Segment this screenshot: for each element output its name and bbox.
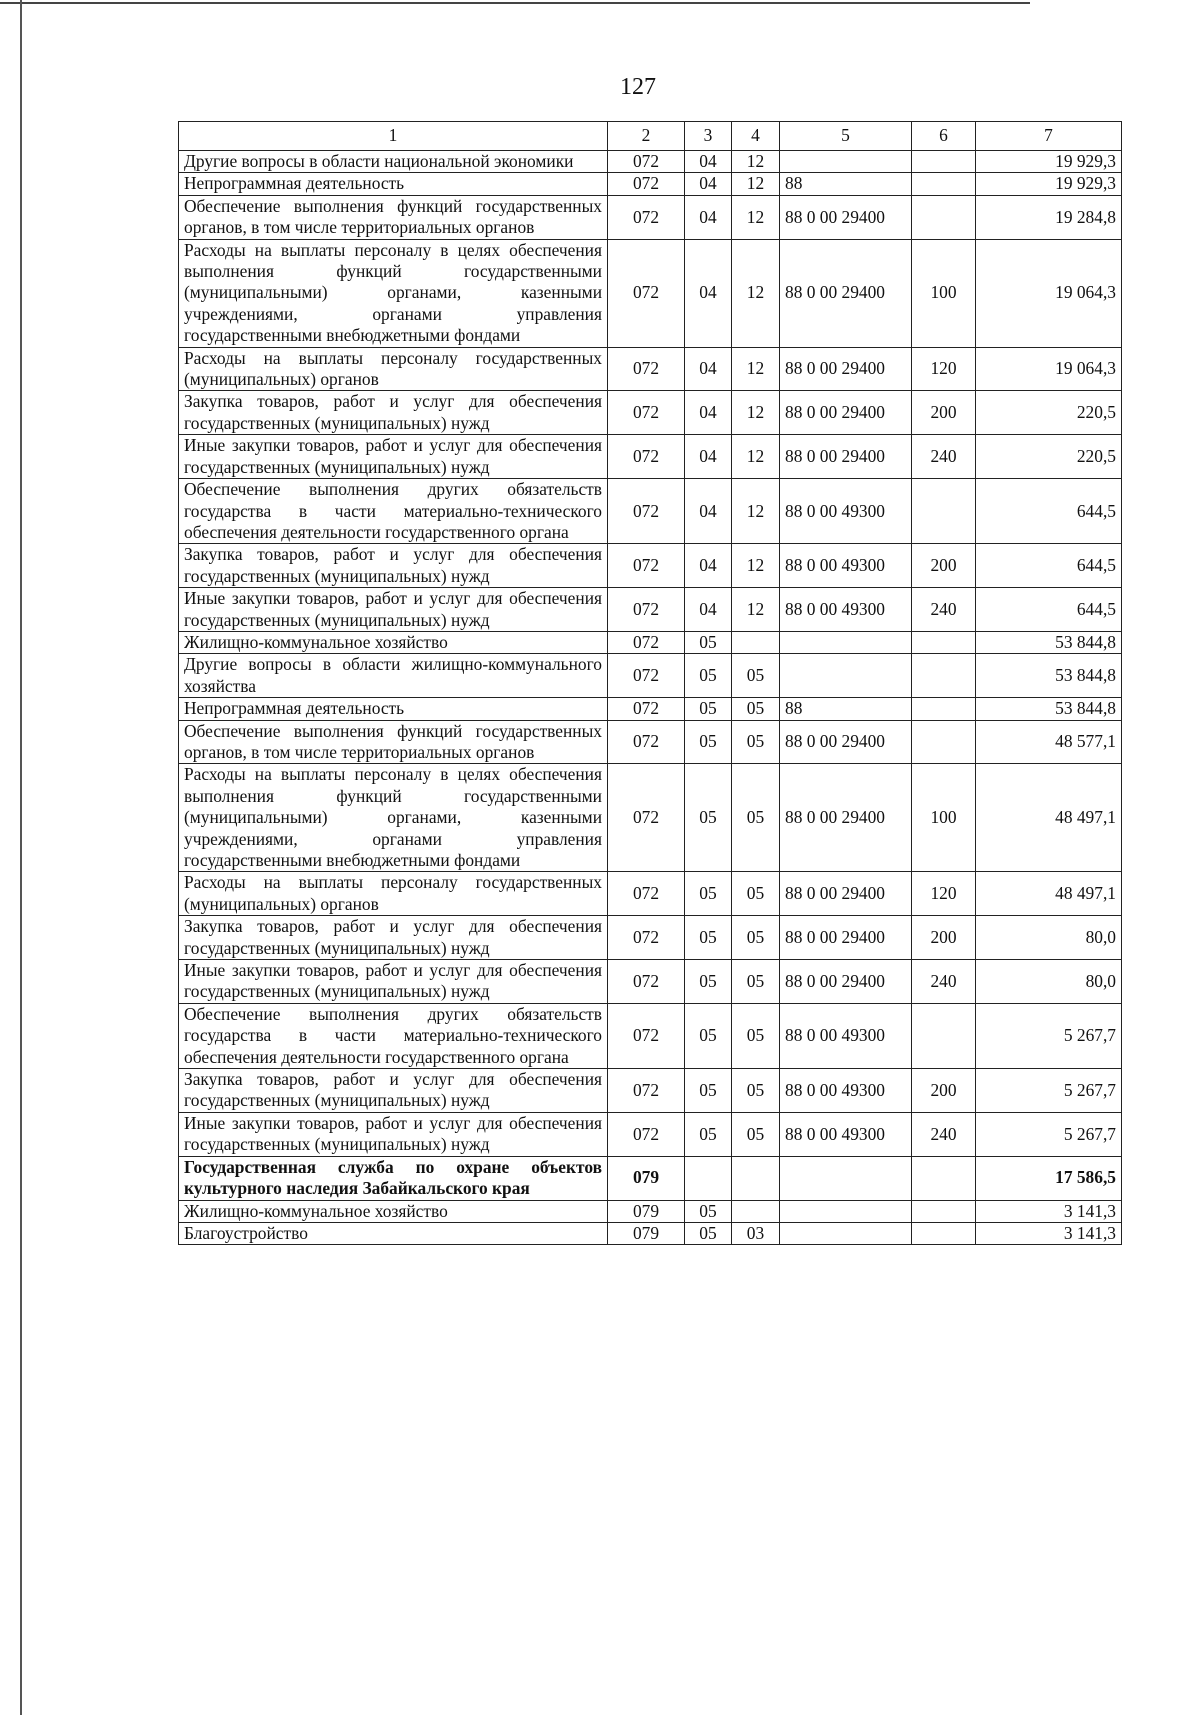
cell-subsection: 12: [732, 347, 780, 391]
cell-target-article: [780, 151, 912, 173]
header-col-6: 6: [912, 122, 976, 151]
cell-target-article: [780, 1156, 912, 1200]
cell-target-article: 88 0 00 29400: [780, 195, 912, 239]
header-col-1: 1: [179, 122, 608, 151]
cell-admin-code: 072: [608, 347, 685, 391]
cell-target-article: [780, 1200, 912, 1222]
cell-expense-type: 200: [912, 544, 976, 588]
cell-subsection: 12: [732, 588, 780, 632]
cell-section: 04: [685, 195, 732, 239]
cell-admin-code: 072: [608, 1069, 685, 1113]
cell-expense-type: 240: [912, 588, 976, 632]
cell-amount: 220,5: [976, 391, 1122, 435]
cell-section: 04: [685, 435, 732, 479]
cell-expense-type: 200: [912, 916, 976, 960]
table-row: [179, 916, 1122, 960]
cell-amount: 48 497,1: [976, 764, 1122, 872]
table-row: [179, 588, 1122, 632]
cell-name: Обеспечение выполнения других обязательств государства в части материально-технического обеспечения деятельности государственного органа: [179, 1003, 608, 1068]
cell-amount: 48 497,1: [976, 872, 1122, 916]
table-row: [179, 872, 1122, 916]
cell-expense-type: 120: [912, 347, 976, 391]
cell-section: 04: [685, 173, 732, 195]
cell-name: Расходы на выплаты персоналу государственных (муниципальных) органов: [179, 347, 608, 391]
budget-table: [178, 121, 1122, 1245]
table-row: [179, 347, 1122, 391]
cell-section: 05: [685, 764, 732, 872]
cell-name: Непрограммная деятельность: [179, 173, 608, 195]
table-row: [179, 1069, 1122, 1113]
cell-name: Иные закупки товаров, работ и услуг для обеспечения государственных (муниципальных) нужд: [179, 588, 608, 632]
cell-expense-type: [912, 1200, 976, 1222]
cell-expense-type: [912, 1003, 976, 1068]
cell-section: 05: [685, 720, 732, 764]
cell-subsection: 12: [732, 151, 780, 173]
cell-section: 04: [685, 391, 732, 435]
cell-section: 04: [685, 151, 732, 173]
cell-target-article: 88: [780, 698, 912, 720]
cell-expense-type: 240: [912, 960, 976, 1004]
cell-subsection: 12: [732, 195, 780, 239]
cell-admin-code: 079: [608, 1156, 685, 1200]
cell-subsection: 05: [732, 1003, 780, 1068]
cell-admin-code: 072: [608, 654, 685, 698]
cell-subsection: 05: [732, 720, 780, 764]
cell-admin-code: 072: [608, 173, 685, 195]
header-col-7: 7: [976, 122, 1122, 151]
cell-section: 05: [685, 1200, 732, 1222]
cell-subsection: 12: [732, 391, 780, 435]
cell-expense-type: [912, 1222, 976, 1244]
cell-name: Расходы на выплаты персоналу в целях обеспечения выполнения функций государственными (муниципальными) органами, казенными учреждениями, органами управления государственными внебюджетными фондами: [179, 764, 608, 872]
cell-expense-type: 200: [912, 1069, 976, 1113]
cell-expense-type: [912, 151, 976, 173]
cell-section: [685, 1156, 732, 1200]
cell-section: 04: [685, 479, 732, 544]
cell-section: 05: [685, 872, 732, 916]
table-row: [179, 720, 1122, 764]
cell-admin-code: 072: [608, 720, 685, 764]
cell-amount: 644,5: [976, 588, 1122, 632]
cell-amount: 80,0: [976, 960, 1122, 1004]
cell-name: Закупка товаров, работ и услуг для обеспечения государственных (муниципальных) нужд: [179, 544, 608, 588]
cell-name: Обеспечение выполнения других обязательств государства в части материально-технического обеспечения деятельности государственного органа: [179, 479, 608, 544]
cell-subsection: 05: [732, 764, 780, 872]
cell-amount: 5 267,7: [976, 1069, 1122, 1113]
cell-subsection: 05: [732, 654, 780, 698]
cell-admin-code: 072: [608, 960, 685, 1004]
cell-section: 04: [685, 239, 732, 347]
table-row: [179, 151, 1122, 173]
cell-amount: 53 844,8: [976, 654, 1122, 698]
cell-subsection: 12: [732, 239, 780, 347]
cell-section: 05: [685, 916, 732, 960]
cell-expense-type: [912, 720, 976, 764]
cell-name: Иные закупки товаров, работ и услуг для обеспечения государственных (муниципальных) нужд: [179, 435, 608, 479]
table-row: [179, 435, 1122, 479]
table-row: [179, 764, 1122, 872]
table-row: [179, 698, 1122, 720]
header-col-2: 2: [608, 122, 685, 151]
cell-admin-code: 072: [608, 872, 685, 916]
table-row: [179, 654, 1122, 698]
cell-section: 05: [685, 1003, 732, 1068]
cell-name: Закупка товаров, работ и услуг для обеспечения государственных (муниципальных) нужд: [179, 391, 608, 435]
cell-target-article: 88 0 00 49300: [780, 1112, 912, 1156]
cell-admin-code: 072: [608, 479, 685, 544]
cell-amount: 220,5: [976, 435, 1122, 479]
cell-target-article: 88 0 00 29400: [780, 764, 912, 872]
cell-subsection: 03: [732, 1222, 780, 1244]
header-col-3: 3: [685, 122, 732, 151]
cell-admin-code: 079: [608, 1222, 685, 1244]
cell-admin-code: 072: [608, 588, 685, 632]
cell-expense-type: [912, 195, 976, 239]
cell-target-article: [780, 631, 912, 653]
cell-expense-type: [912, 479, 976, 544]
scan-border-top: [0, 2, 1030, 4]
cell-amount: 19 284,8: [976, 195, 1122, 239]
cell-target-article: 88 0 00 49300: [780, 479, 912, 544]
cell-section: 05: [685, 1222, 732, 1244]
cell-target-article: 88 0 00 29400: [780, 720, 912, 764]
cell-target-article: 88 0 00 49300: [780, 1003, 912, 1068]
cell-subsection: 05: [732, 960, 780, 1004]
cell-section: 05: [685, 1069, 732, 1113]
cell-name: Другие вопросы в области жилищно-коммунального хозяйства: [179, 654, 608, 698]
cell-amount: 5 267,7: [976, 1003, 1122, 1068]
cell-admin-code: 072: [608, 435, 685, 479]
cell-target-article: 88 0 00 49300: [780, 1069, 912, 1113]
table-row: [179, 195, 1122, 239]
cell-name: Непрограммная деятельность: [179, 698, 608, 720]
cell-amount: 644,5: [976, 544, 1122, 588]
cell-name: Жилищно-коммунальное хозяйство: [179, 631, 608, 653]
cell-name: Закупка товаров, работ и услуг для обеспечения государственных (муниципальных) нужд: [179, 916, 608, 960]
cell-target-article: [780, 654, 912, 698]
cell-amount: 19 929,3: [976, 173, 1122, 195]
table-row: [179, 1156, 1122, 1200]
cell-name: Иные закупки товаров, работ и услуг для обеспечения государственных (муниципальных) нужд: [179, 1112, 608, 1156]
cell-subsection: 12: [732, 173, 780, 195]
cell-subsection: [732, 631, 780, 653]
cell-amount: 644,5: [976, 479, 1122, 544]
cell-amount: 19 064,3: [976, 347, 1122, 391]
page-number: 127: [620, 74, 656, 100]
cell-admin-code: 072: [608, 698, 685, 720]
table-row: [179, 1200, 1122, 1222]
cell-subsection: 05: [732, 698, 780, 720]
cell-amount: 80,0: [976, 916, 1122, 960]
cell-target-article: 88 0 00 29400: [780, 916, 912, 960]
cell-target-article: 88 0 00 29400: [780, 347, 912, 391]
cell-target-article: 88: [780, 173, 912, 195]
cell-amount: 3 141,3: [976, 1200, 1122, 1222]
table-row: [179, 960, 1122, 1004]
cell-admin-code: 072: [608, 391, 685, 435]
cell-name: Жилищно-коммунальное хозяйство: [179, 1200, 608, 1222]
cell-target-article: 88 0 00 29400: [780, 391, 912, 435]
cell-name: Расходы на выплаты персоналу в целях обеспечения выполнения функций государственными (муниципальными) органами, казенными учреждениями, органами управления государственными внебюджетными фондами: [179, 239, 608, 347]
header-row: [179, 122, 1122, 151]
cell-admin-code: 072: [608, 544, 685, 588]
cell-admin-code: 072: [608, 239, 685, 347]
cell-section: 04: [685, 544, 732, 588]
cell-target-article: 88 0 00 49300: [780, 588, 912, 632]
cell-name: Закупка товаров, работ и услуг для обеспечения государственных (муниципальных) нужд: [179, 1069, 608, 1113]
table-row: [179, 239, 1122, 347]
cell-name: Благоустройство: [179, 1222, 608, 1244]
cell-name: Иные закупки товаров, работ и услуг для обеспечения государственных (муниципальных) нужд: [179, 960, 608, 1004]
scan-border-left: [20, 0, 22, 1715]
cell-section: 05: [685, 960, 732, 1004]
cell-expense-type: 200: [912, 391, 976, 435]
cell-section: 05: [685, 654, 732, 698]
cell-name: Другие вопросы в области национальной экономики: [179, 151, 608, 173]
table-row: [179, 479, 1122, 544]
cell-amount: 53 844,8: [976, 631, 1122, 653]
cell-expense-type: 100: [912, 764, 976, 872]
cell-subsection: 05: [732, 916, 780, 960]
table-row: [179, 544, 1122, 588]
cell-admin-code: 072: [608, 151, 685, 173]
cell-section: 05: [685, 631, 732, 653]
cell-target-article: 88 0 00 29400: [780, 960, 912, 1004]
cell-name: Расходы на выплаты персоналу государственных (муниципальных) органов: [179, 872, 608, 916]
cell-target-article: 88 0 00 29400: [780, 239, 912, 347]
cell-admin-code: 072: [608, 631, 685, 653]
cell-target-article: 88 0 00 29400: [780, 435, 912, 479]
table-row: [179, 1112, 1122, 1156]
table-row: [179, 631, 1122, 653]
cell-subsection: 05: [732, 1069, 780, 1113]
table-row: [179, 391, 1122, 435]
table-row: [179, 1003, 1122, 1068]
cell-subsection: 05: [732, 1112, 780, 1156]
header-col-4: 4: [732, 122, 780, 151]
cell-amount: 48 577,1: [976, 720, 1122, 764]
cell-name: Обеспечение выполнения функций государственных органов, в том числе территориальных органов: [179, 720, 608, 764]
cell-section: 04: [685, 347, 732, 391]
cell-admin-code: 072: [608, 764, 685, 872]
cell-admin-code: 072: [608, 1003, 685, 1068]
cell-name: Обеспечение выполнения функций государственных органов, в том числе территориальных органов: [179, 195, 608, 239]
cell-expense-type: 100: [912, 239, 976, 347]
table-row: [179, 173, 1122, 195]
cell-amount: 17 586,5: [976, 1156, 1122, 1200]
cell-expense-type: [912, 173, 976, 195]
cell-admin-code: 072: [608, 916, 685, 960]
cell-target-article: 88 0 00 29400: [780, 872, 912, 916]
cell-admin-code: 079: [608, 1200, 685, 1222]
cell-amount: 5 267,7: [976, 1112, 1122, 1156]
cell-name: Государственная служба по охране объектов культурного наследия Забайкальского края: [179, 1156, 608, 1200]
cell-amount: 3 141,3: [976, 1222, 1122, 1244]
cell-subsection: 12: [732, 435, 780, 479]
cell-expense-type: 120: [912, 872, 976, 916]
header-col-5: 5: [780, 122, 912, 151]
cell-expense-type: 240: [912, 1112, 976, 1156]
cell-subsection: 05: [732, 872, 780, 916]
cell-subsection: [732, 1200, 780, 1222]
table-row: [179, 1222, 1122, 1244]
cell-expense-type: [912, 654, 976, 698]
cell-section: 05: [685, 1112, 732, 1156]
cell-subsection: [732, 1156, 780, 1200]
cell-expense-type: [912, 1156, 976, 1200]
cell-admin-code: 072: [608, 1112, 685, 1156]
cell-expense-type: [912, 698, 976, 720]
cell-expense-type: [912, 631, 976, 653]
cell-section: 04: [685, 588, 732, 632]
cell-subsection: 12: [732, 479, 780, 544]
cell-expense-type: 240: [912, 435, 976, 479]
cell-subsection: 12: [732, 544, 780, 588]
cell-target-article: 88 0 00 49300: [780, 544, 912, 588]
cell-amount: 53 844,8: [976, 698, 1122, 720]
cell-admin-code: 072: [608, 195, 685, 239]
cell-target-article: [780, 1222, 912, 1244]
cell-section: 05: [685, 698, 732, 720]
cell-amount: 19 064,3: [976, 239, 1122, 347]
cell-amount: 19 929,3: [976, 151, 1122, 173]
